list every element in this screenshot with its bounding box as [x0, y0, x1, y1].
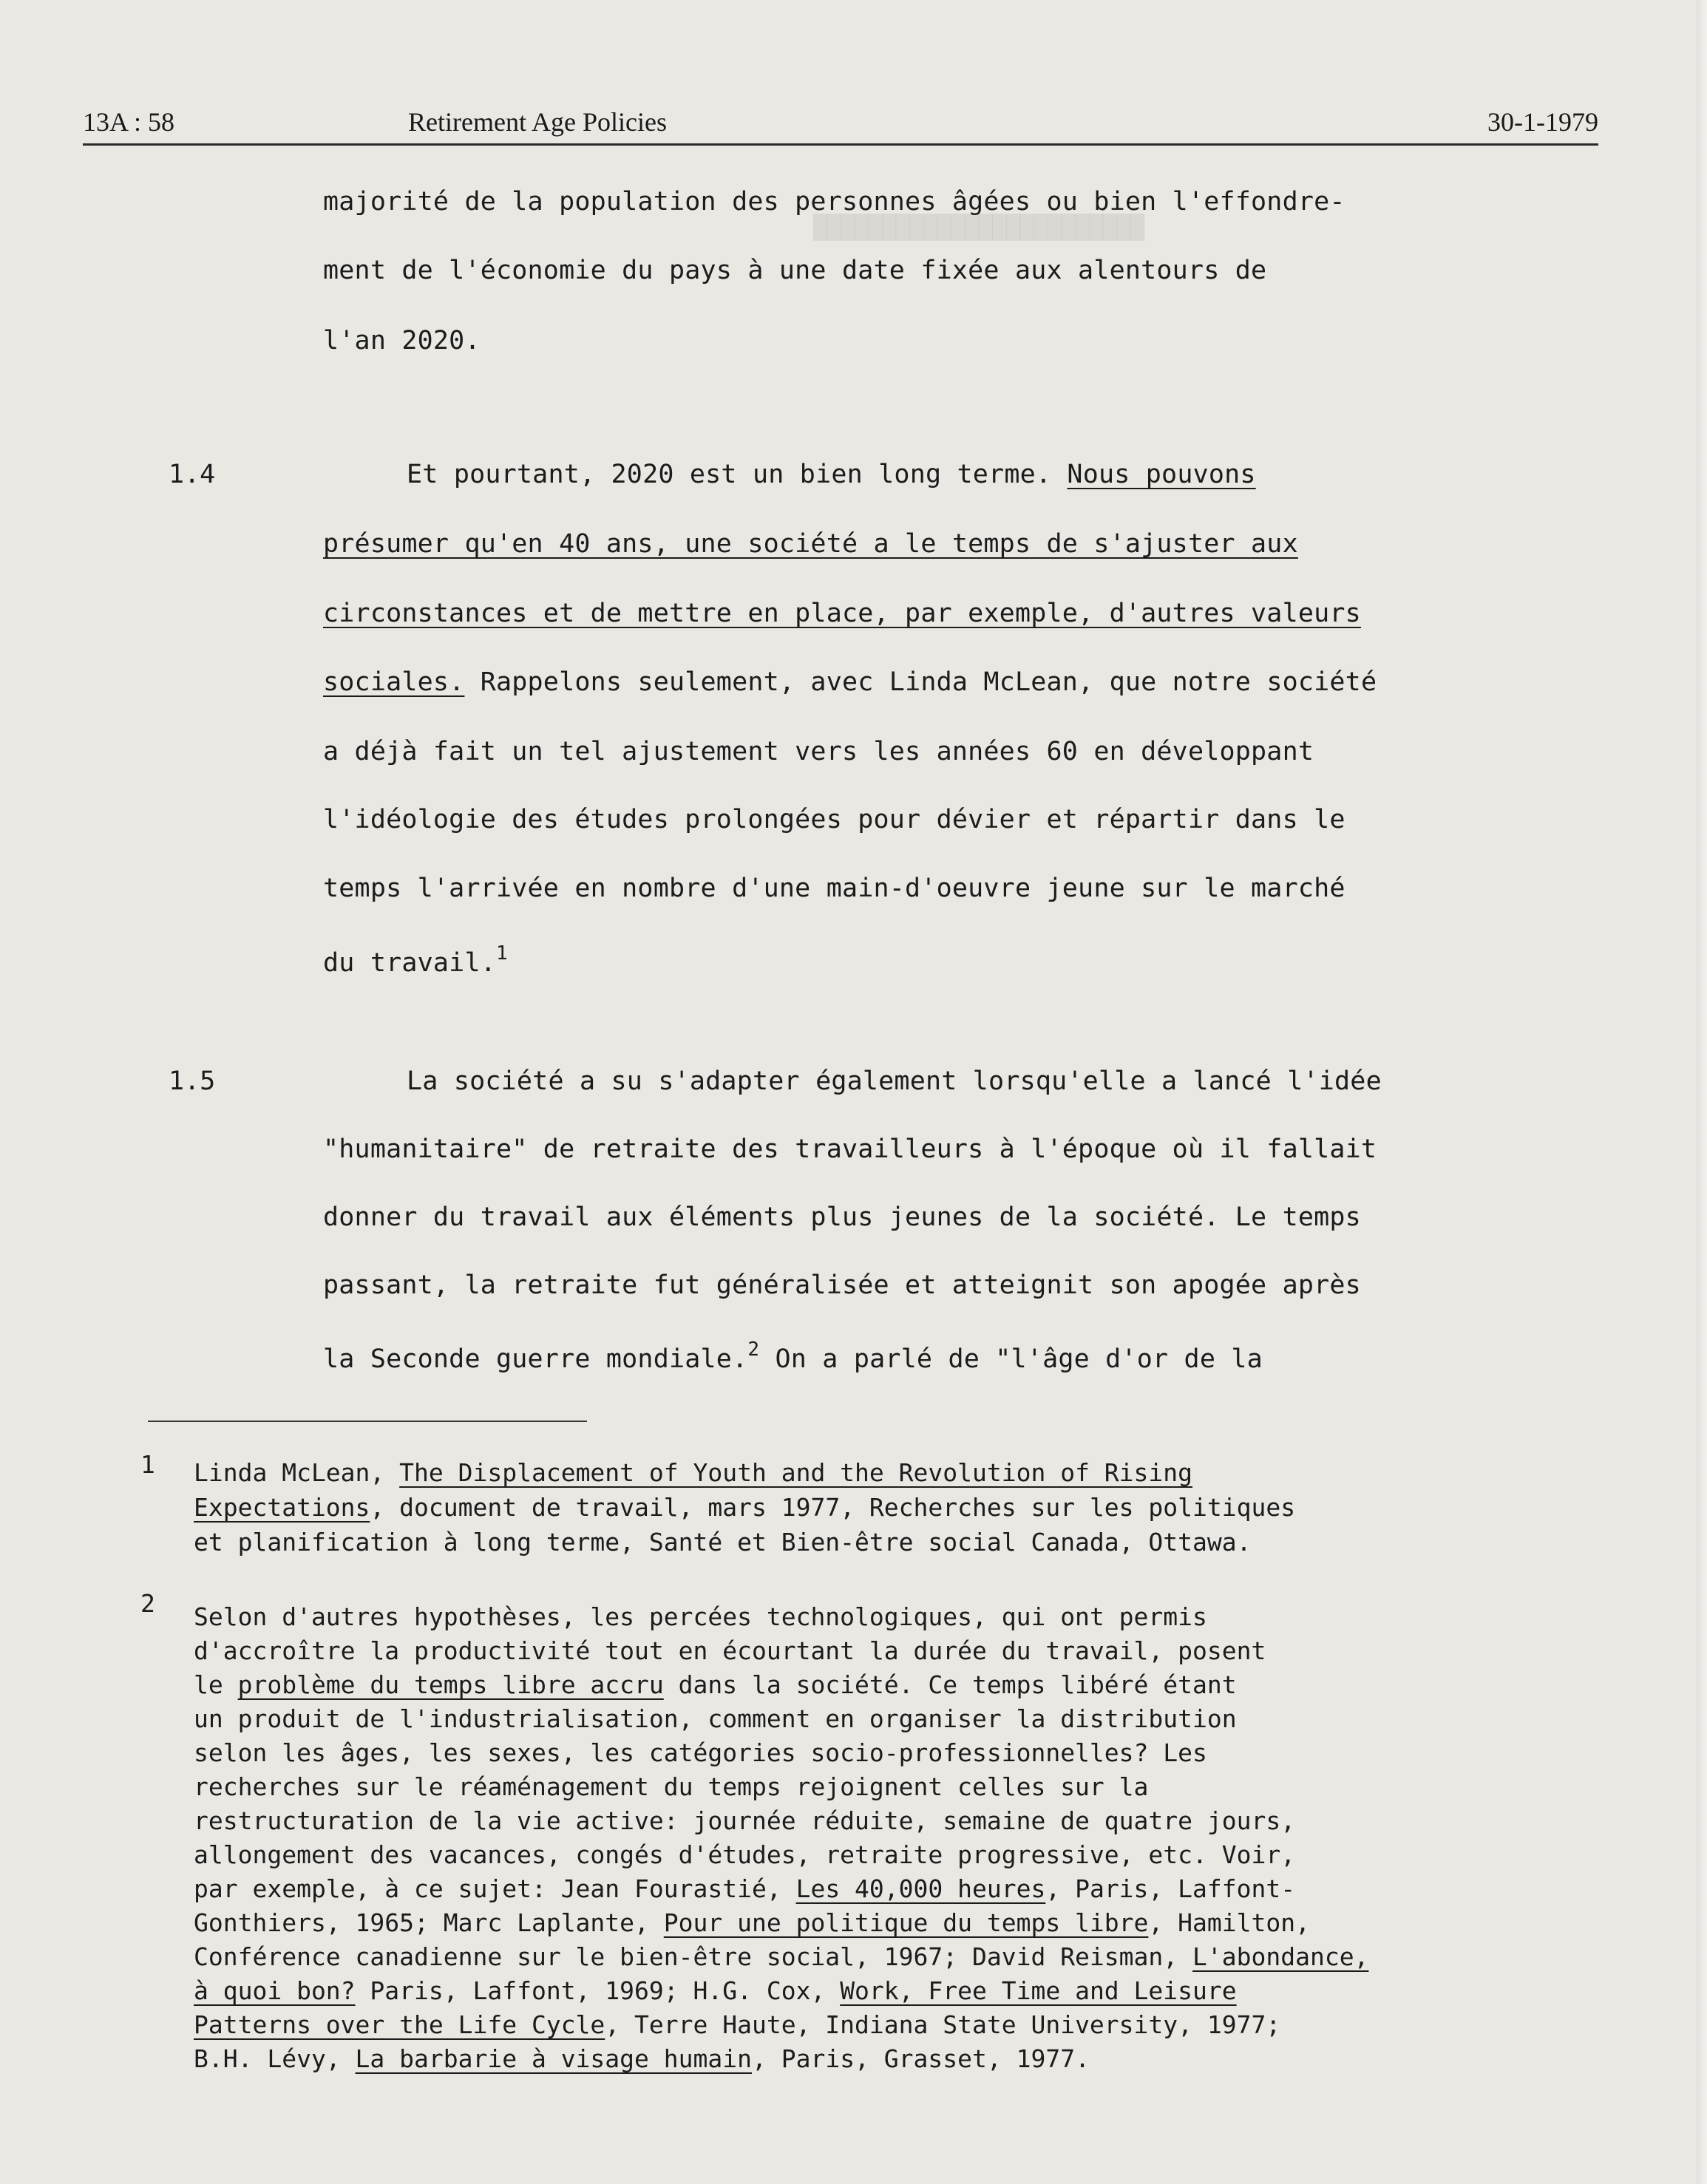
footnote-line: recherches sur le réaménagement du temps rejoignent celles sur la — [194, 1772, 1149, 1801]
footnote-number: 2 — [140, 1589, 155, 1618]
running-title: Retirement Age Policies — [408, 107, 667, 137]
footnote-line: et planification à long terme, Santé et Bien-être social Canada, Ottawa. — [194, 1528, 1252, 1557]
body-line: circonstances et de mettre en place, par exemple, d'autres valeurs — [323, 599, 1361, 628]
footnote-line: Expectations, document de travail, mars 1977, Recherches sur les politiques — [194, 1493, 1296, 1522]
paragraph-number: 1.4 — [169, 460, 216, 489]
body-line: temps l'arrivée en nombre d'une main-d'oeuvre jeune sur le marché — [323, 874, 1345, 903]
header-rule — [83, 143, 1598, 146]
page-number: 13A : 58 — [83, 107, 175, 137]
citation-title: La barbarie à visage humain — [355, 2044, 752, 2073]
body-line: présumer qu'en 40 ans, une société a le temps de s'ajuster aux — [323, 529, 1298, 559]
footnote-line: par exemple, à ce sujet: Jean Fourastié, Les 40,000 heures, Paris, Laffont- — [194, 1874, 1296, 1903]
body-line: donner du travail aux éléments plus jeunes de la société. Le temps — [323, 1202, 1361, 1232]
emphasis: sociales. — [323, 667, 465, 697]
footnote-line: B.H. Lévy, La barbarie à visage humain, Paris, Grasset, 1977. — [194, 2044, 1090, 2073]
footnote-line: restructuration de la vie active: journée réduite, semaine de quatre jours, — [194, 1806, 1296, 1835]
citation-title: Les 40,000 heures — [795, 1874, 1046, 1903]
body-line: passant, la retraite fut généralisée et atteignit son apogée après — [323, 1270, 1361, 1300]
header-date: 30-1-1979 — [1487, 107, 1598, 137]
page-edge — [1697, 0, 1707, 2184]
footnote-line: Patterns over the Life Cycle, Terre Haute, Indiana State University, 1977; — [194, 2010, 1281, 2039]
citation-title: L'abondance, — [1192, 1942, 1369, 1971]
body-line: "humanitaire" de retraite des travailleurs à l'époque où il fallait — [323, 1134, 1377, 1164]
body-line: l'an 2020. — [323, 326, 481, 356]
page-header — [83, 102, 1598, 143]
body-line: du travail.$^1$ — [323, 942, 508, 978]
citation-title: Expectations — [194, 1493, 370, 1522]
citation-title: à quoi bon? — [194, 1976, 356, 2005]
body-line: l'idéologie des études prolongées pour dévier et répartir dans le — [323, 805, 1345, 834]
citation-title: Pour une politique du temps libre — [663, 1908, 1149, 1937]
footnote-line: Conférence canadienne sur le bien-être social, 1967; David Reisman, L'abondance, — [194, 1942, 1369, 1971]
footnote-line: un produit de l'industrialisation, comment en organiser la distribution — [194, 1704, 1237, 1733]
footnote-ref: 2 — [747, 1338, 760, 1361]
emphasis: Nous pouvons — [1067, 460, 1256, 489]
footnote-line: allongement des vacances, congés d'études, retraite progressive, etc. Voir, — [194, 1840, 1296, 1869]
footnote-line: Linda McLean, The Displacement of Youth and the Revolution of Rising — [194, 1458, 1193, 1487]
paragraph-number: 1.5 — [169, 1067, 216, 1096]
citation-title: The Displacement of Youth and the Revolution of Rising — [399, 1458, 1193, 1487]
footnote-line: à quoi bon? Paris, Laffont, 1969; H.G. Cox, Work, Free Time and Leisure — [194, 1976, 1237, 2005]
body-line: majorité de la population des personnes âgées ou bien l'effondre- — [323, 187, 1345, 217]
body-line: sociales. Rappelons seulement, avec Linda McLean, que notre société — [323, 667, 1377, 697]
body-line: Et pourtant, 2020 est un bien long terme. Nous pouvons — [407, 460, 1256, 489]
citation-title: Work, Free Time and Leisure — [840, 1976, 1237, 2005]
bleed-through-text: ████████████████████████ — [813, 214, 1144, 241]
footnote-line: d'accroître la productivité tout en écourtant la durée du travail, posent — [194, 1636, 1266, 1665]
footnote-ref: 1 — [496, 942, 508, 965]
footnote-line: selon les âges, les sexes, les catégories socio-professionnelles? Les — [194, 1738, 1207, 1767]
body-line: ment de l'économie du pays à une date fixée aux alentours de — [323, 256, 1267, 285]
citation-title: Patterns over the Life Cycle — [194, 2010, 605, 2039]
emphasis: problème du temps libre accru — [237, 1670, 664, 1699]
footnote-line: Selon d'autres hypothèses, les percées technologiques, qui ont permis — [194, 1602, 1207, 1631]
body-line: La société a su s'adapter également lorsqu'elle a lancé l'idée — [407, 1067, 1382, 1096]
body-line: a déjà fait un tel ajustement vers les années 60 en développant — [323, 737, 1314, 766]
footnote-number: 1 — [140, 1450, 155, 1479]
footnote-line: Gonthiers, 1965; Marc Laplante, Pour une politique du temps libre, Hamilton, — [194, 1908, 1310, 1937]
body-line: la Seconde guerre mondiale.$^2$ On a parlé de "l'âge d'or de la — [323, 1338, 1263, 1374]
footnote-rule — [148, 1421, 587, 1422]
footnote-line: le problème du temps libre accru dans la société. Ce temps libéré étant — [194, 1670, 1237, 1699]
